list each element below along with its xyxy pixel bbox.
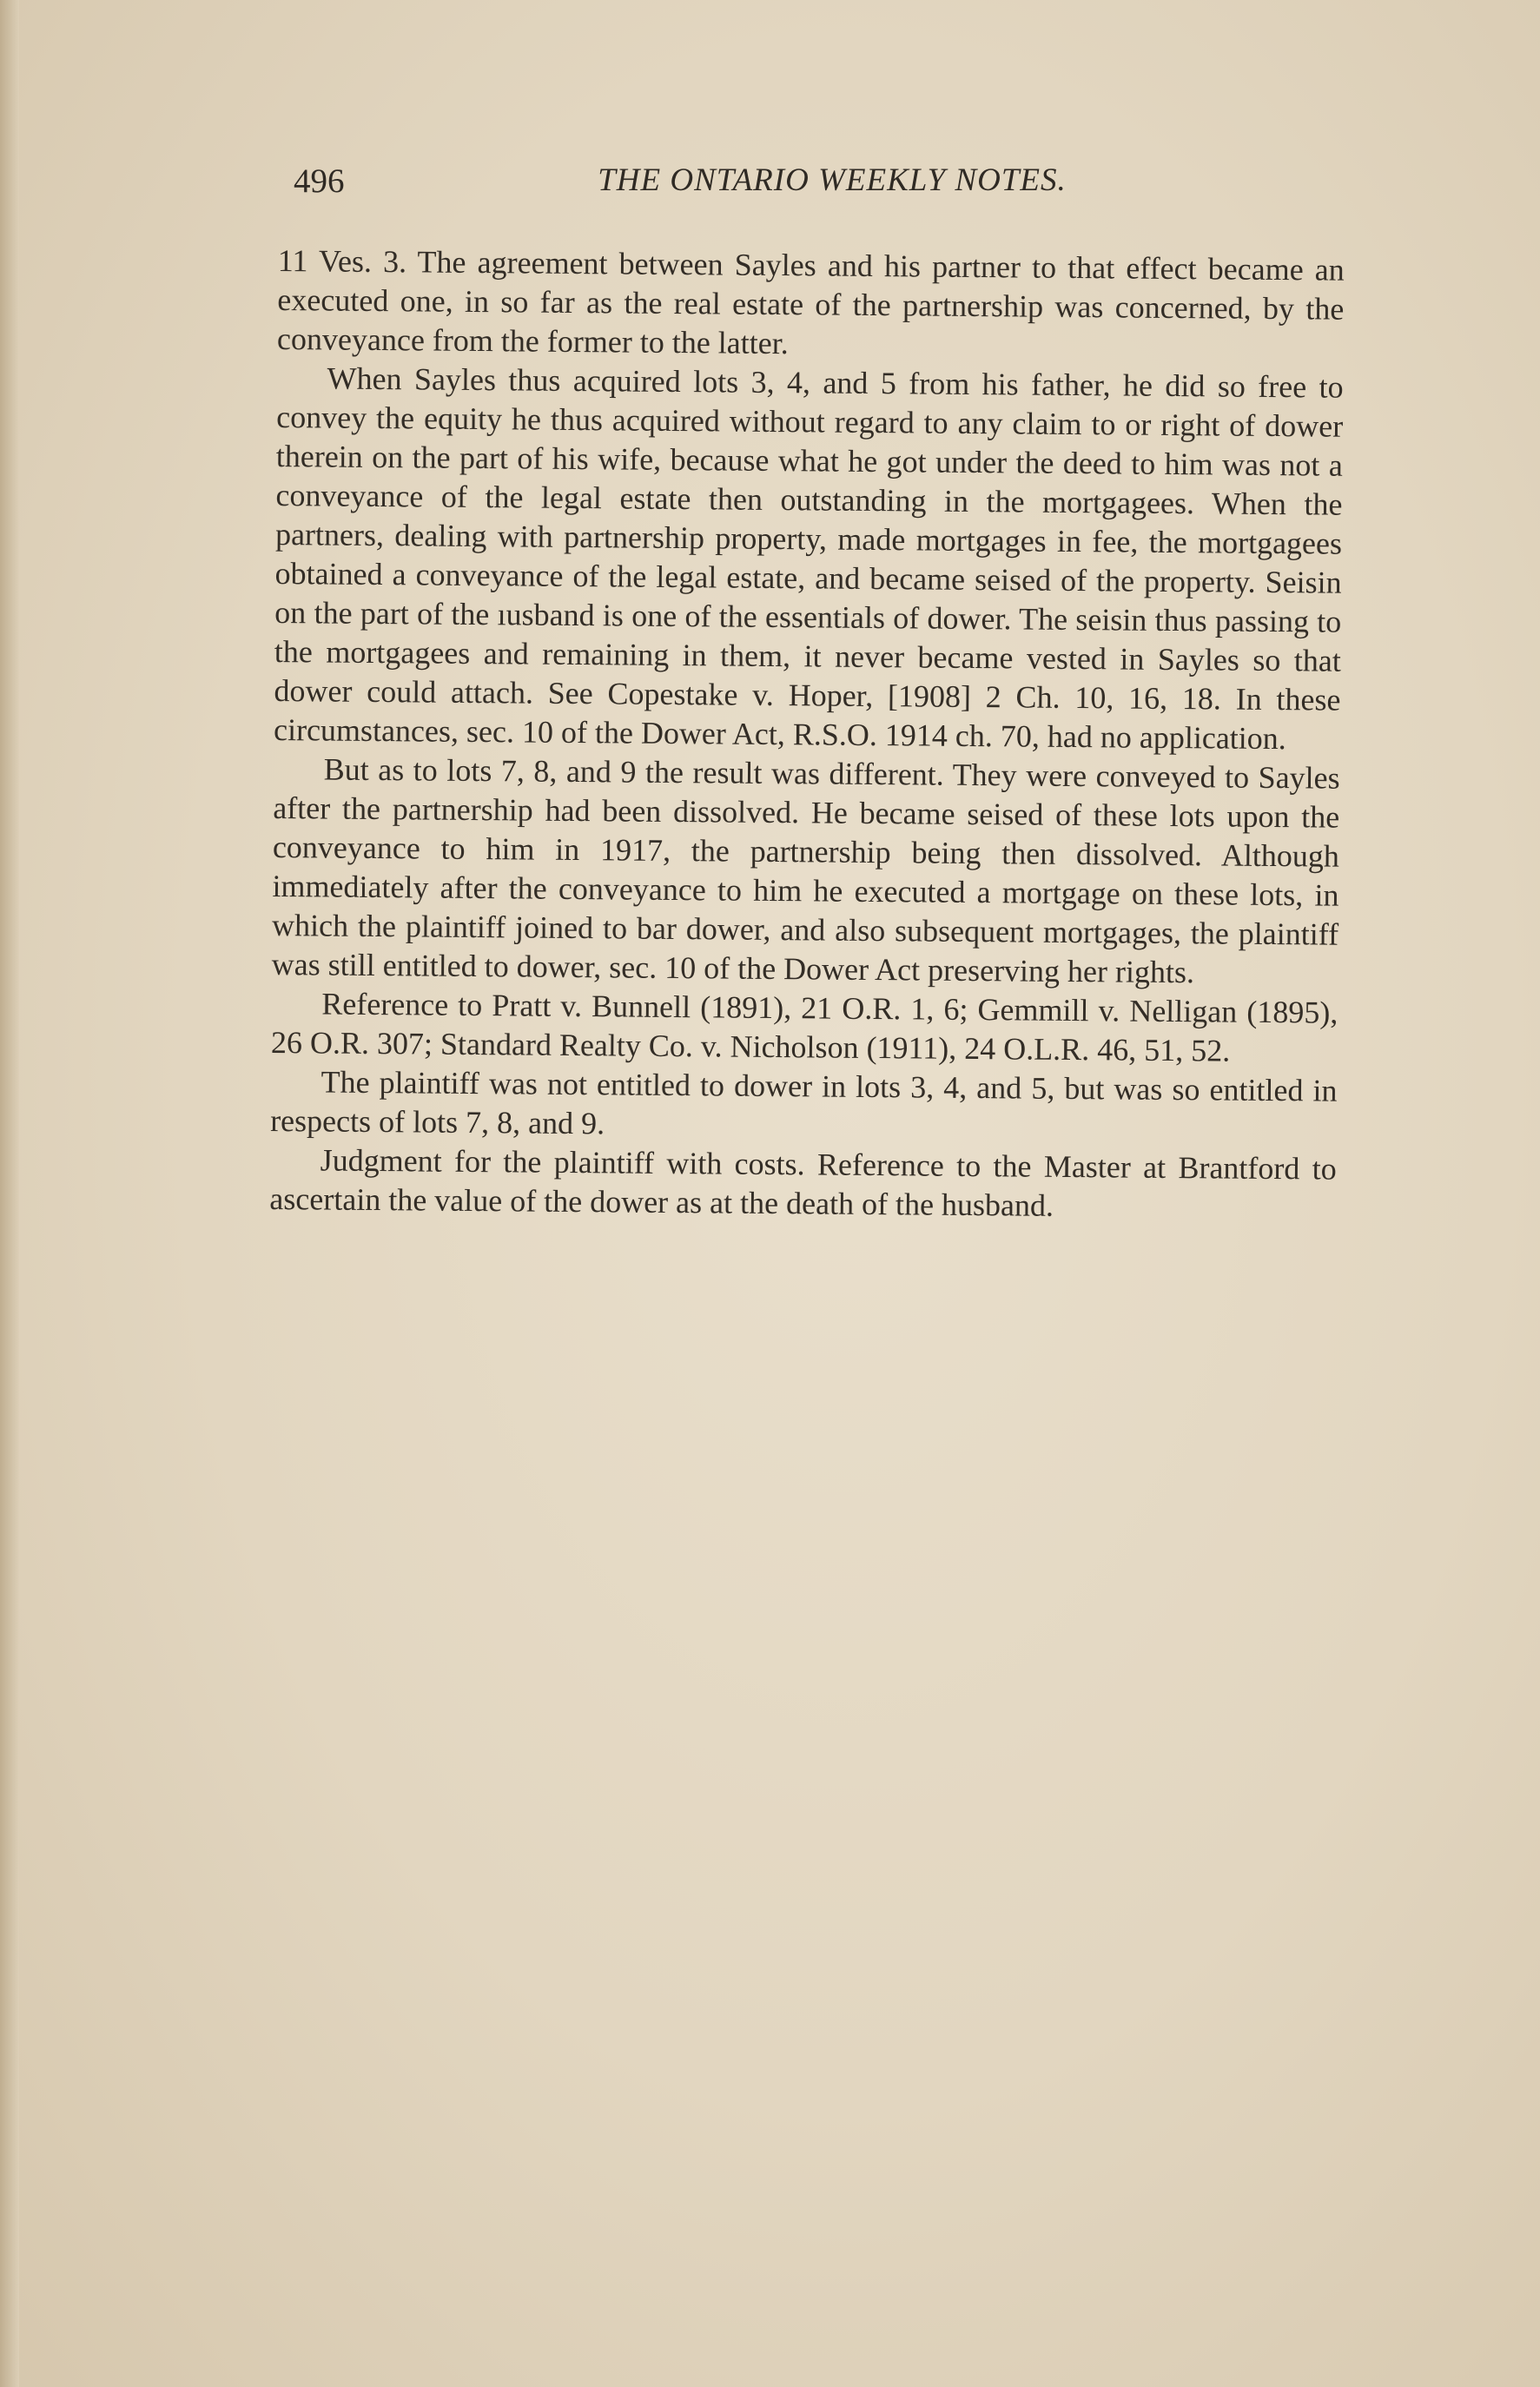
paragraph-judgment: Judgment for the plaintiff with costs. Reference to the Master at Brantford to ascertain the value of the dower as at the death of the husband. bbox=[269, 1142, 1337, 1223]
paragraph-lots-7-8-9: But as to lots 7, 8, and 9 the result was different. They were conveyed to Sayles after the partnership had been dissolved. He became seised of these lots upon the conveyance to him in 1917, the partnership being then dissolved. Although immediately after the conveyance to him he executed a mortgage on these lots, in which the plaintiff joined to bar dower, and also subsequent mortgages, the plaintiff was still entitled to dower, sec. 10 of the Dower Act preserving her rights. bbox=[271, 751, 1340, 990]
page-header bbox=[294, 162, 1353, 214]
page-number: 496 bbox=[294, 162, 345, 200]
body-text bbox=[269, 241, 1345, 1228]
paragraph-conclusion: The plaintiff was not entitled to dower in lots 3, 4, and 5, but was so entitled in respects of lots 7, 8, and 9. bbox=[269, 1064, 1338, 1141]
page-binding-edge bbox=[0, 0, 19, 2387]
running-title: THE ONTARIO WEEKLY NOTES. bbox=[598, 162, 1067, 198]
paragraph-lots-3-4-5: When Sayles thus acquired lots 3, 4, and 5 from his father, he did so free to convey the equity he thus acquired without regard to any claim to or right of dower therein on the part of his wife, because what he got under the deed to him was not a conveyance of the legal estate then outstanding in the mortgagees. When the partners, dealing with partnership property, made mortgages in fee, the mortgagees obtained a conveyance of the legal estate, and became seised of the property. Seisin on the part of the ıusband is one of the essentials of dower. The seisin thus passing to the mortgagees and remaining in them, it never became vested in Sayles so that dower could attach. See Copestake v. Hoper, [1908] 2 Ch. 10, 16, 18. In these circumstances, sec. 10 of the Dower Act, R.S.O. 1914 ch. 70, had no application. bbox=[273, 360, 1344, 757]
paragraph-references: Reference to Pratt v. Bunnell (1891), 21 O.R. 1, 6; Gemmill v. Nelligan (1895), 26 O.R. 307; Standard Realty Co. v. Nicholson (1911), 24 O.L.R. 46, 51, 52. bbox=[270, 986, 1338, 1068]
paragraph-continuation: 11 Ves. 3. The agreement between Sayles and his partner to that effect became an executed one, in so far as the real estate of the partnership was concerned, by the conveyance from the former to the latter. bbox=[276, 242, 1345, 361]
